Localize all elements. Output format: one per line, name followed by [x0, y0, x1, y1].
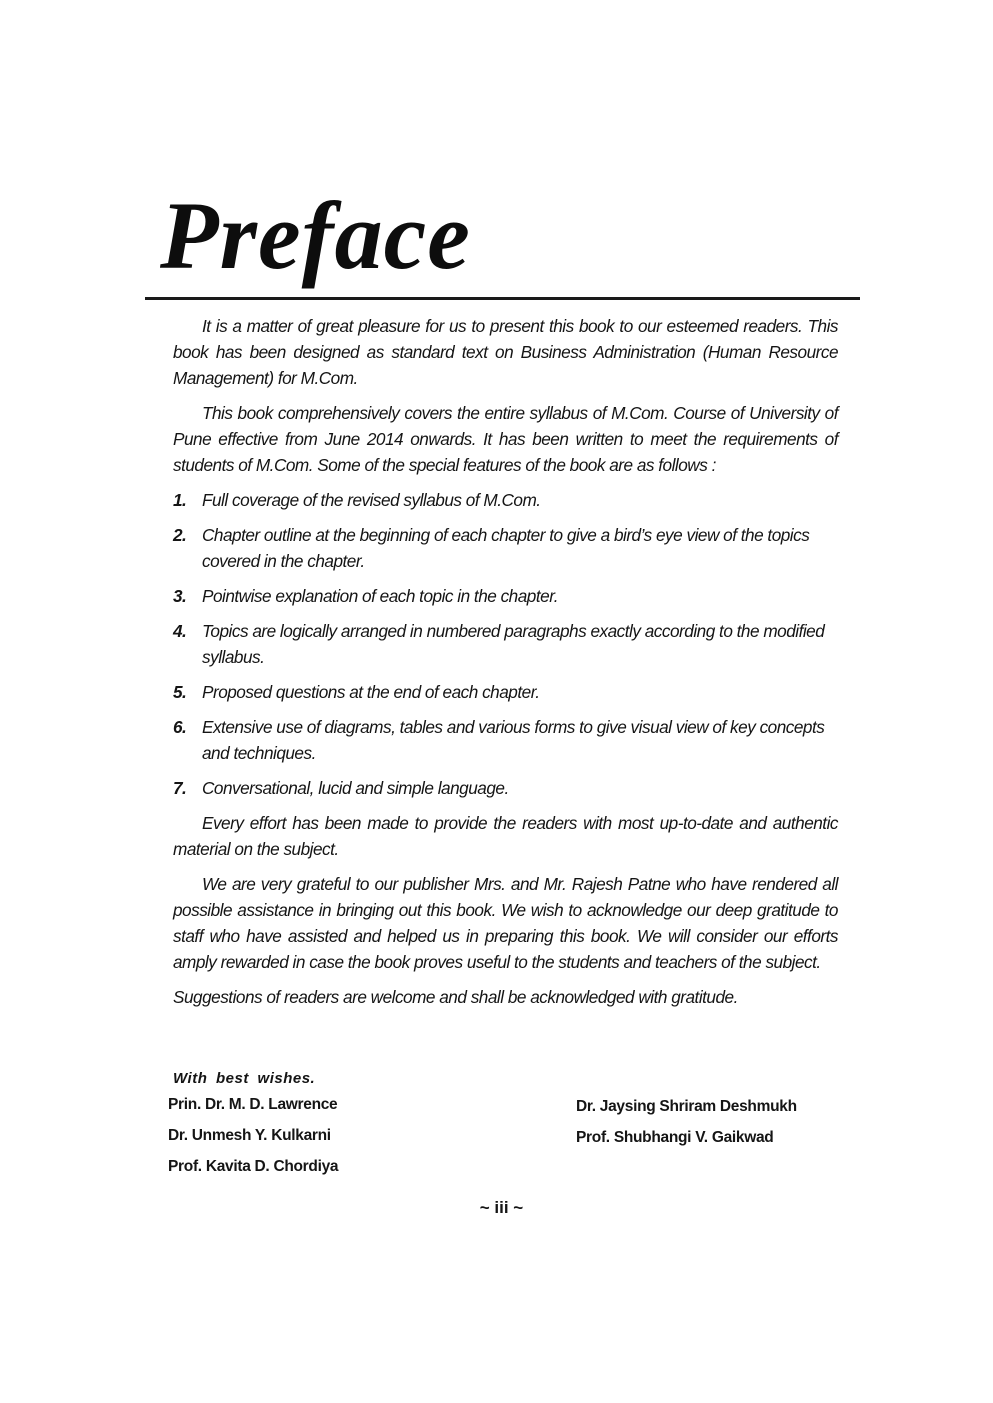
- author-name: Prof. Shubhangi V. Gaikwad: [576, 1129, 774, 1146]
- feature-text: Extensive use of diagrams, tables and various forms to give visual view of key concepts and techniques.: [202, 717, 825, 763]
- suggestions-paragraph: Suggestions of readers are welcome and shall be acknowledged with gratitude.: [173, 987, 738, 1007]
- intro-paragraph-1: It is a matter of great pleasure for us to present this book to our esteemed readers. This book has been designed as standard text on Business Administration (Human Resource Management) for M.Com.: [173, 316, 838, 388]
- feature-item: [173, 714, 838, 766]
- feature-item: [173, 522, 838, 574]
- authors-right-column: [576, 1097, 797, 1159]
- author-name: Dr. Unmesh Y. Kulkarni: [168, 1127, 331, 1144]
- preface-body: [173, 313, 838, 1019]
- page-title: Preface: [160, 182, 471, 289]
- feature-text: Pointwise explanation of each topic in the chapter.: [202, 586, 559, 606]
- intro-paragraph-2: This book comprehensively covers the entire syllabus of M.Com. Course of University of Pune effective from June 2014 onwards. It has been written to meet the requirements of students of M.Com. Some of the special features of the book are as follows :: [173, 403, 838, 475]
- feature-text: Full coverage of the revised syllabus of M.Com.: [202, 490, 541, 510]
- author-name: Dr. Jaysing Shriram Deshmukh: [576, 1098, 797, 1115]
- feature-text: Chapter outline at the beginning of each chapter to give a bird’s eye view of the topics covered in the chapter.: [202, 525, 810, 571]
- feature-number: 3.: [173, 586, 187, 606]
- feature-item: [173, 583, 838, 609]
- author-name: Prof. Kavita D. Chordiya: [168, 1158, 339, 1175]
- feature-item: [173, 775, 838, 801]
- feature-item: [173, 679, 838, 705]
- feature-number: 7.: [173, 778, 187, 798]
- feature-number: 4.: [173, 621, 187, 641]
- page-number: ~ iii ~: [479, 1198, 524, 1217]
- feature-item: [173, 618, 838, 670]
- feature-text: Topics are logically arranged in numbered paragraphs exactly according to the modified syllabus.: [202, 621, 825, 667]
- closing-paragraph-2: We are very grateful to our publisher Mrs. and Mr. Rajesh Patne who have rendered all possible assistance in bringing out this book. We wish to acknowledge our deep gratitude to staff who have assisted and helped us in preparing this book. We will consider our efforts amply rewarded in case the book proves useful to the students and teachers of the subject.: [173, 874, 838, 972]
- feature-text: Conversational, lucid and simple language.: [202, 778, 509, 798]
- feature-text: Proposed questions at the end of each chapter.: [202, 682, 540, 702]
- closing-paragraph-1: Every effort has been made to provide the readers with most up-to-date and authentic material on the subject.: [173, 813, 838, 859]
- feature-number: 1.: [173, 490, 187, 510]
- author-name: Prin. Dr. M. D. Lawrence: [168, 1096, 338, 1113]
- feature-item: [173, 487, 838, 513]
- feature-number: 6.: [173, 717, 187, 737]
- feature-number: 2.: [173, 525, 187, 545]
- feature-number: 5.: [173, 682, 187, 702]
- title-divider: [145, 297, 860, 300]
- authors-left-column: [168, 1095, 338, 1188]
- features-list: [173, 487, 838, 801]
- signoff: With best wishes.: [173, 1070, 316, 1087]
